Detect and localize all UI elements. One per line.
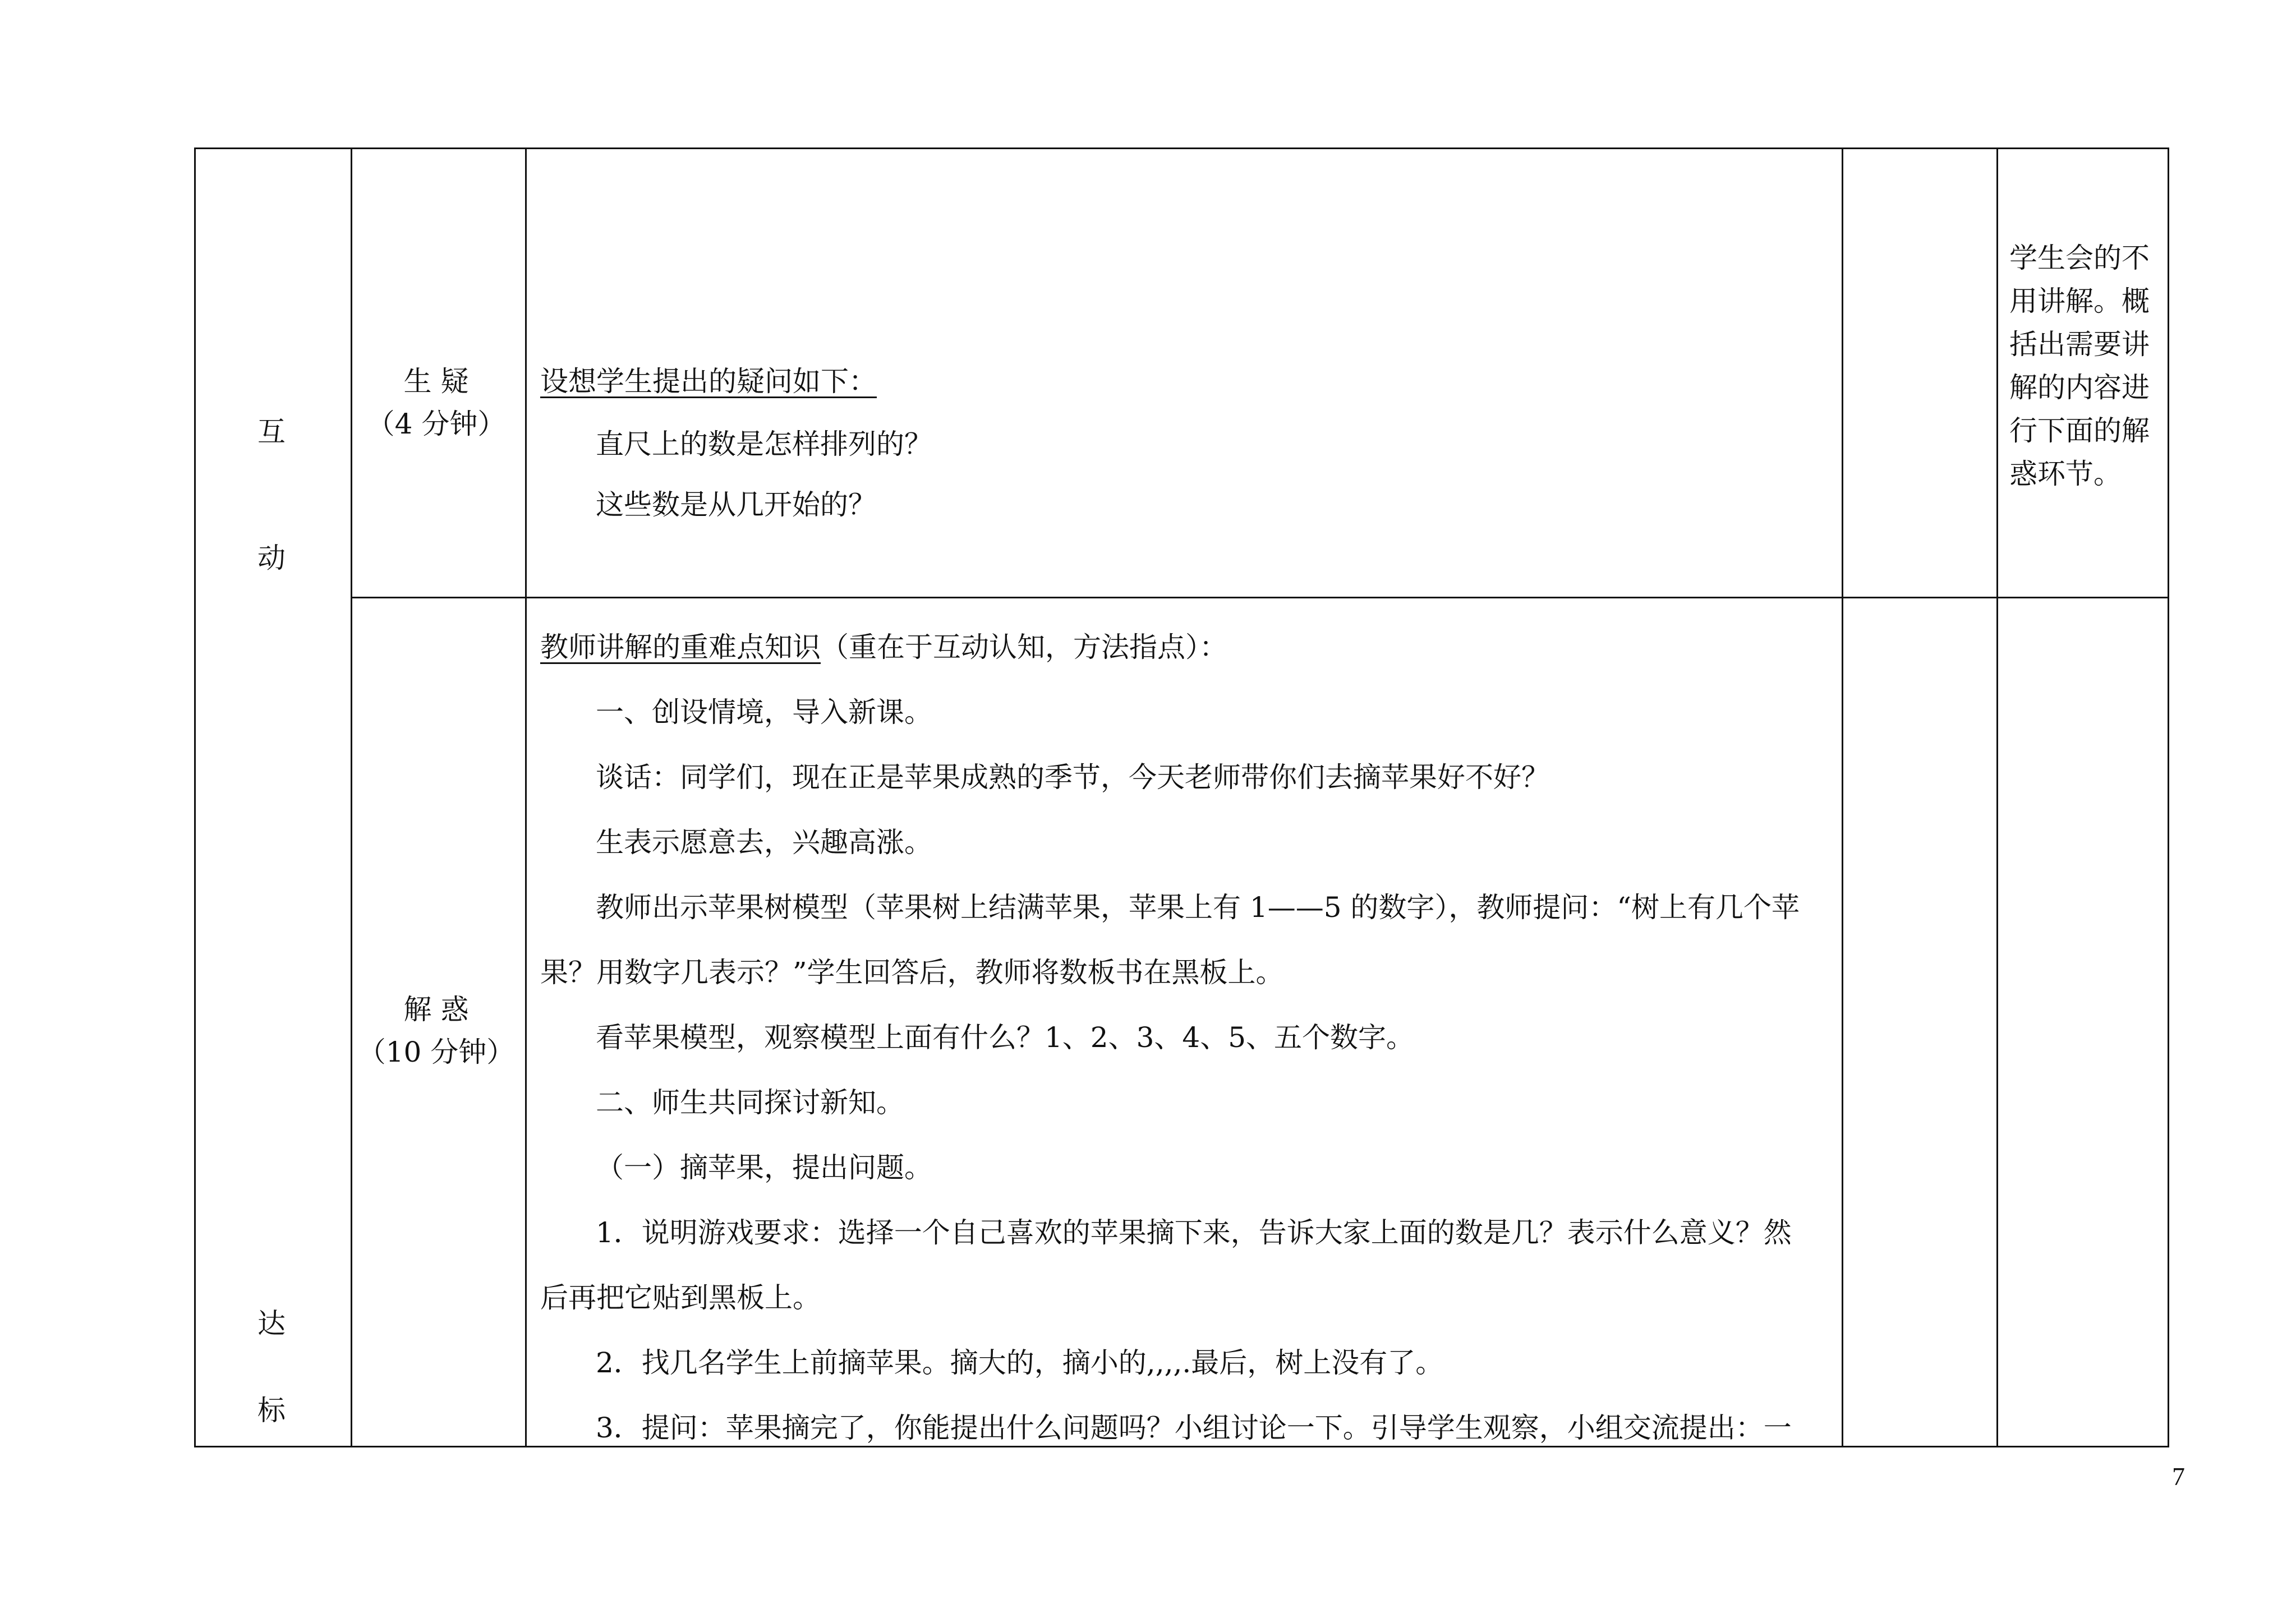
content-line: 二、师生共同探讨新知。 [596,1086,904,1119]
note-line: 用讲解。概 [2009,285,2150,317]
segment-name: 生 疑 [403,365,469,398]
content-line: 果？用数字几表示？”学生回答后，教师将数板书在黑板上。 [540,956,1284,989]
content-line: 谈话：同学们，现在正是苹果成熟的季节，今天老师带你们去摘苹果好不好？ [596,761,1549,794]
segment-duration: （10 分钟） [357,1036,515,1068]
column-divider [1996,149,1998,1446]
content-line: 教师出示苹果树模型（苹果树上结满苹果，苹果上有 1——5 的数字），教师提问：“树上有几个苹 [596,891,1800,924]
content-line: 2．找几名学生上前摘苹果。摘大的，摘小的,,,,.最后，树上没有了。 [596,1347,1444,1379]
row-divider [351,597,2168,598]
content-line: 这些数是从几开始的？ [596,488,876,521]
stage-char: 标 [257,1394,286,1427]
column-divider [525,149,527,1446]
content-line: 后再把它贴到黑板上。 [540,1281,821,1314]
content-line: 1．说明游戏要求：选择一个自己喜欢的苹果摘下来，告诉大家上面的数是几？表示什么意义？然 [596,1216,1792,1249]
segment-heading: 设想学生提出的疑问如下： [540,365,877,398]
column-divider [1842,149,1843,1446]
page-number: 7 [2172,1462,2185,1491]
note-line: 括出需要讲 [2009,328,2150,361]
note-line: 解的内容进 [2009,371,2150,404]
content-line: 生表示愿意去，兴趣高涨。 [596,826,932,859]
segment-heading-row [540,625,1227,665]
stage-char: 动 [257,542,286,574]
segment-heading-suffix: （重在于互动认知，方法指点）： [821,631,1227,663]
content-line: 一、创设情境，导入新课。 [596,696,932,728]
content-line: 3．提问：苹果摘完了，你能提出什么问题吗？小组讨论一下。引导学生观察，小组交流提出：一 [596,1412,1792,1444]
content-line: 直尺上的数是怎样排列的？ [596,428,932,460]
stage-char: 达 [257,1307,286,1340]
column-divider [351,149,352,1446]
note-line: 惑环节。 [2009,458,2122,490]
content-line: 看苹果模型，观察模型上面有什么？1、2、3、4、5、五个数字。 [596,1021,1415,1054]
note-line: 学生会的不 [2009,242,2150,274]
lesson-plan-table [194,147,2169,1447]
note-line: 行下面的解 [2009,414,2150,447]
segment-duration: （4 分钟） [366,408,506,440]
stage-char: 互 [257,416,286,448]
segment-heading: 教师讲解的重难点知识 [540,631,821,663]
content-line: （一）摘苹果，提出问题。 [596,1151,932,1184]
segment-name: 解 惑 [403,993,469,1026]
